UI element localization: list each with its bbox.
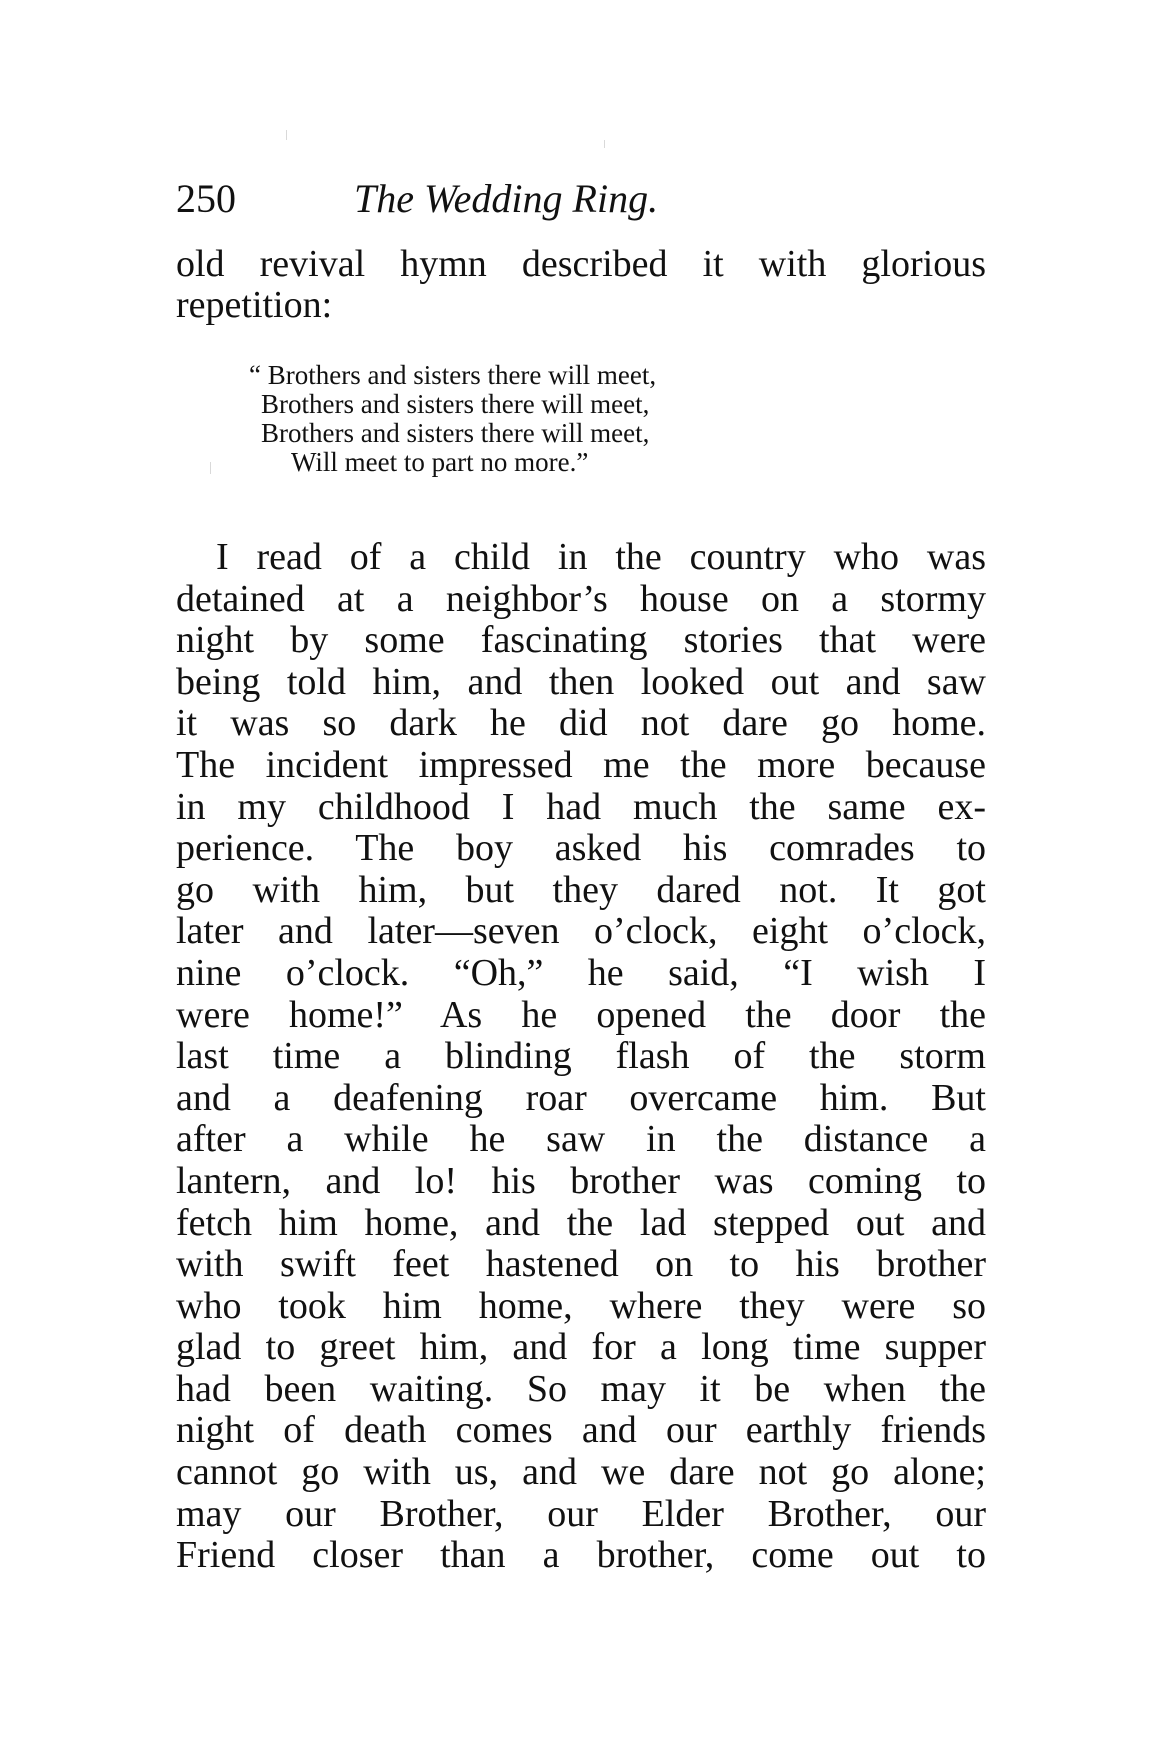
text-line: who took him home, where they were so — [176, 1284, 986, 1327]
text-line: night by some fascinating stories that were — [176, 619, 986, 662]
scan-mark — [286, 130, 287, 140]
text-line: Friend closer than a brother, come out to — [176, 1534, 986, 1577]
opening-paragraph — [176, 244, 986, 326]
body-paragraph — [176, 537, 986, 1577]
text-line: later and later—seven o’clock, eight o’clock, — [176, 910, 986, 953]
text-line: last time a blinding flash of the storm — [176, 1035, 986, 1078]
text-line: I read of a child in the country who was — [216, 536, 986, 578]
verse-line: “ Brothers and sisters there will meet, — [249, 360, 657, 390]
text-line: glad to greet him, and for a long time supper — [176, 1326, 986, 1369]
text-line: go with him, but they dared not. It got — [176, 868, 986, 911]
page-number: 250 — [176, 176, 236, 221]
text-line: lantern, and lo! his brother was coming to — [176, 1159, 986, 1202]
text-line: and a deafening roar overcame him. But — [176, 1076, 986, 1119]
verse-line: Brothers and sisters there will meet, — [261, 418, 650, 448]
text-line: detained at a neighbor’s house on a stormy — [176, 577, 986, 620]
verse-line: Will meet to part no more.” — [291, 447, 589, 477]
text-line: old revival hymn described it with glorious — [176, 243, 986, 285]
text-line: it was so dark he did not dare go home. — [176, 702, 986, 745]
text-line: night of death comes and our earthly friends — [176, 1409, 986, 1452]
text-line: The incident impressed me the more because — [176, 743, 986, 786]
text-line: nine o’clock. “Oh,” he said, “I wish I — [176, 951, 986, 994]
scan-mark — [210, 462, 211, 474]
text-line: repetition: — [176, 284, 333, 326]
text-line: being told him, and then looked out and saw — [176, 660, 986, 703]
running-title: The Wedding Ring. — [354, 176, 659, 221]
text-line: may our Brother, our Elder Brother, our — [176, 1492, 986, 1535]
verse-line: Brothers and sisters there will meet, — [261, 389, 650, 419]
page-header — [176, 174, 996, 224]
scan-mark — [604, 140, 605, 148]
text-line: in my childhood I had much the same ex- — [176, 785, 986, 828]
text-line: cannot go with us, and we dare not go alone; — [176, 1451, 986, 1494]
text-line: had been waiting. So may it be when the — [176, 1367, 986, 1410]
text-line: with swift feet hastened on to his brother — [176, 1243, 986, 1286]
hymn-verse — [249, 361, 656, 477]
text-line: fetch him home, and the lad stepped out and — [176, 1201, 986, 1244]
text-line: were home!” As he opened the door the — [176, 993, 986, 1036]
text-line: after a while he saw in the distance a — [176, 1118, 986, 1161]
text-line: perience. The boy asked his comrades to — [176, 827, 986, 870]
